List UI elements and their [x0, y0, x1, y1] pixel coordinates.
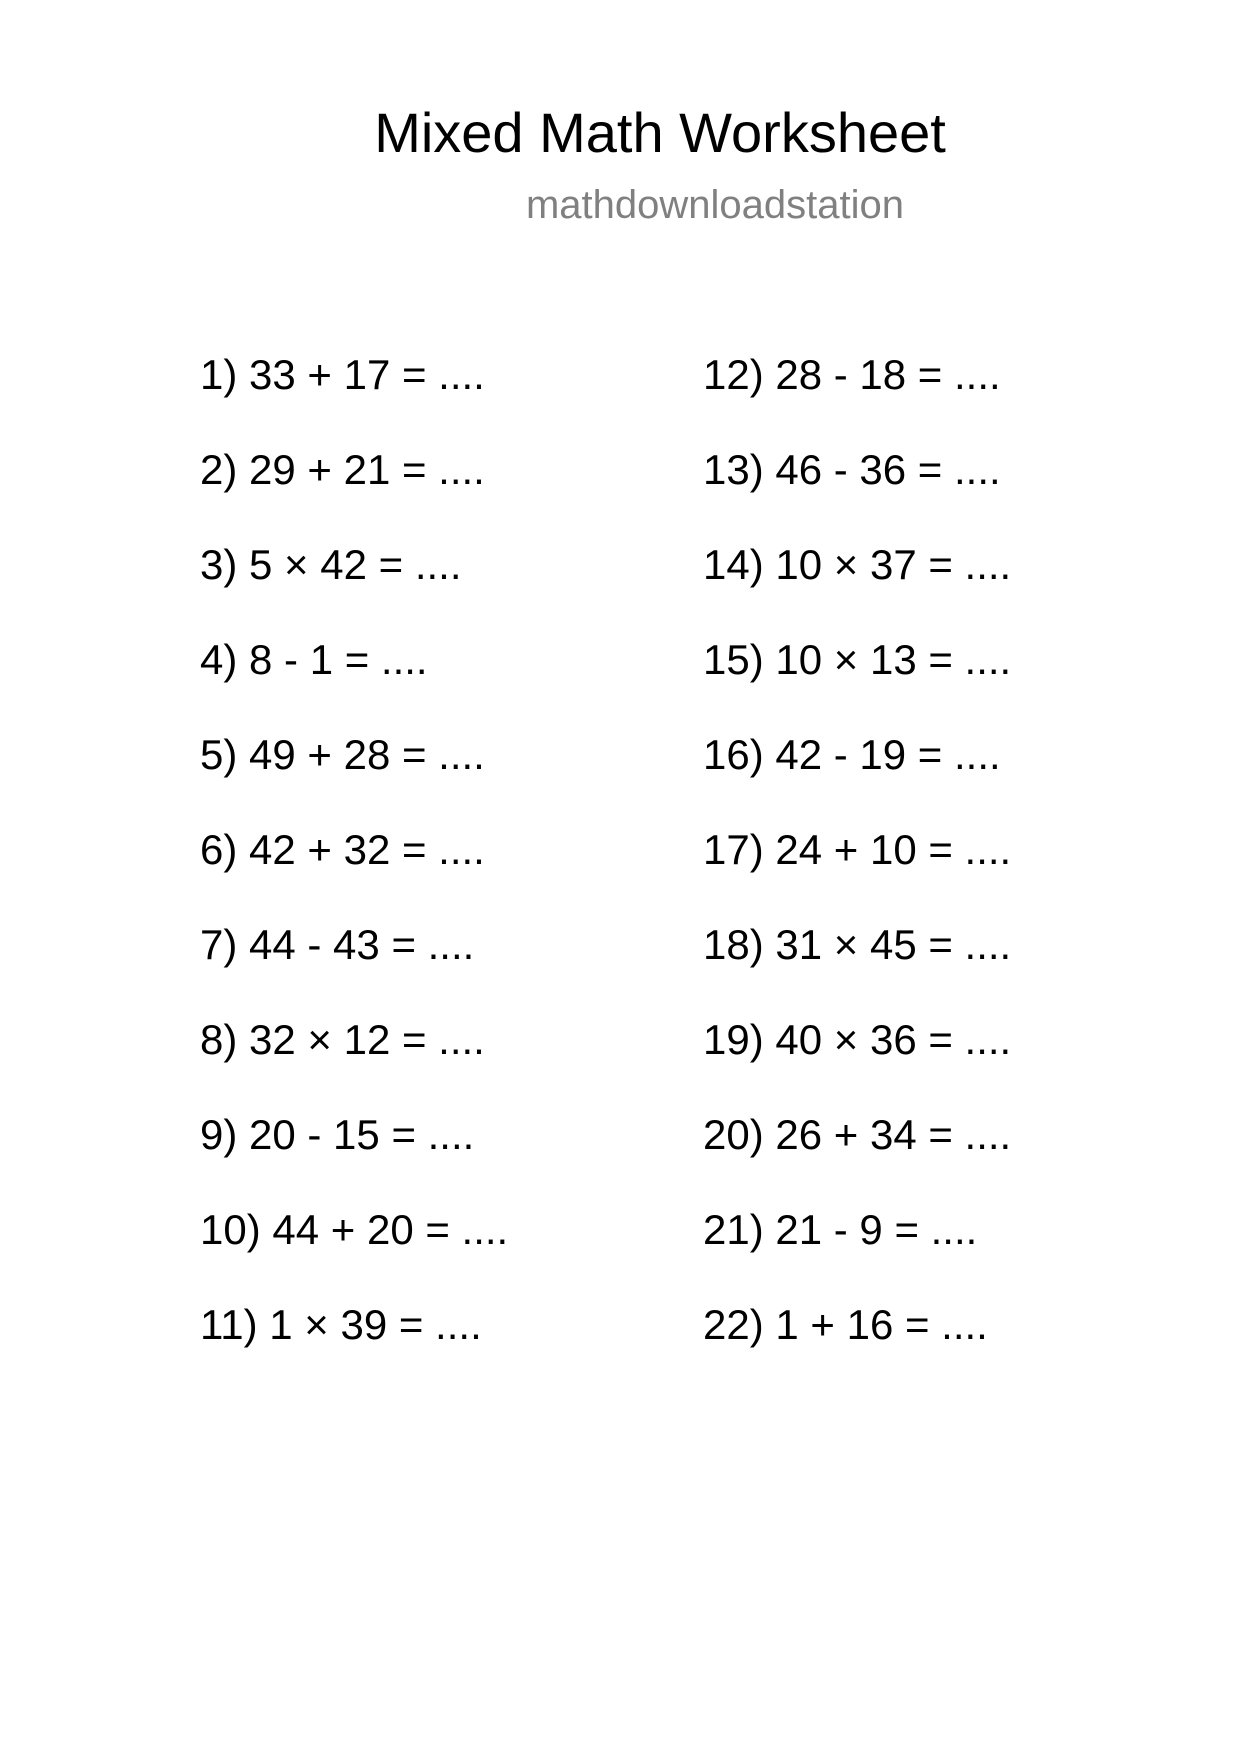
problem-9: 9) 20 - 15 = ....	[200, 1111, 475, 1158]
problem-17: 17) 24 + 10 = ....	[703, 826, 1012, 873]
problem-1: 1) 33 + 17 = ....	[200, 351, 485, 398]
problem-10: 10) 44 + 20 = ....	[200, 1206, 509, 1253]
problem-15: 15) 10 × 13 = ....	[703, 636, 1012, 683]
problem-22: 22) 1 + 16 = ....	[703, 1301, 988, 1348]
problem-6: 6) 42 + 32 = ....	[200, 826, 485, 873]
problem-2: 2) 29 + 21 = ....	[200, 446, 485, 493]
worksheet-subtitle: mathdownloadstation	[525, 183, 905, 227]
problem-20: 20) 26 + 34 = ....	[703, 1111, 1012, 1158]
problem-12: 12) 28 - 18 = ....	[703, 351, 1001, 398]
problem-13: 13) 46 - 36 = ....	[703, 446, 1001, 493]
problem-5: 5) 49 + 28 = ....	[200, 731, 485, 778]
problem-16: 16) 42 - 19 = ....	[703, 731, 1001, 778]
problem-7: 7) 44 - 43 = ....	[200, 921, 475, 968]
problem-14: 14) 10 × 37 = ....	[703, 541, 1012, 588]
problem-3: 3) 5 × 42 = ....	[200, 541, 462, 588]
problem-19: 19) 40 × 36 = ....	[703, 1016, 1012, 1063]
worksheet-title: Mixed Math Worksheet	[374, 101, 946, 164]
problems-left-column	[200, 350, 508, 1395]
problem-8: 8) 32 × 12 = ....	[200, 1016, 485, 1063]
problem-11: 11) 1 × 39 = ....	[200, 1301, 482, 1348]
problem-18: 18) 31 × 45 = ....	[703, 921, 1012, 968]
problem-21: 21) 21 - 9 = ....	[703, 1206, 978, 1253]
problem-4: 4) 8 - 1 = ....	[200, 636, 428, 683]
problems-right-column	[703, 350, 1011, 1395]
